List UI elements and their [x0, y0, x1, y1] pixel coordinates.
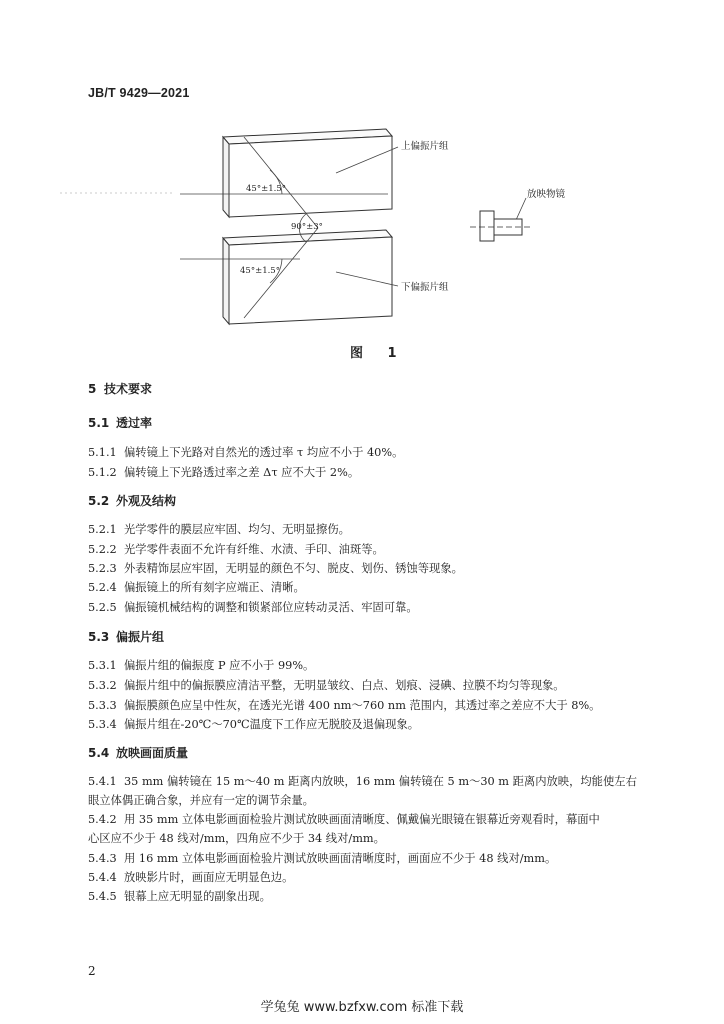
- clause-5-4-4: [88, 868, 293, 887]
- clause-number: 5.4.3: [88, 852, 117, 865]
- clause-text: 35 mm 偏转镜在 15 m～40 m 距离内放映，16 mm 偏转镜在 5 m～30 m 距离内放映，均能使左右: [124, 775, 637, 788]
- angle-label-upper: 45°±1.5°: [246, 184, 286, 194]
- figure-1-diagram: [0, 0, 724, 360]
- clause-number: 5.4.4: [88, 871, 117, 884]
- clause-text: 用 16 mm 立体电影画面检验片测试放映画面清晰度时，画面应不少于 48 线对/mm。: [124, 852, 557, 865]
- clause-text: 光学零件的膜层应牢固、均匀、无明显擦伤。: [124, 523, 350, 536]
- lens-label-leader: [516, 198, 526, 220]
- upper-polarizer-label: 上偏振片组: [401, 141, 449, 152]
- clause-text: 外表精饰层应牢固，无明显的颜色不匀、脱皮、划伤、锈蚀等现象。: [124, 562, 463, 575]
- section-number: 5: [88, 382, 97, 396]
- clause-5-2-5: [88, 598, 418, 617]
- clause-text: 偏振片组的偏振度 P 应不小于 99%。: [124, 659, 315, 672]
- clause-5-2-1: [88, 520, 350, 539]
- clause-5-4-2-continued: 心区应不少于 48 线对/mm，四角应不少于 34 线对/mm。: [88, 832, 385, 845]
- projection-lens-label: 放映物镜: [527, 189, 566, 200]
- clause-text: 偏振镜上的所有刻字应端正、清晰。: [124, 581, 305, 594]
- clause-5-3-2: [88, 676, 565, 695]
- clause-text: 偏振片组在-20℃～70℃温度下工作应无脱胶及退偏现象。: [124, 718, 420, 731]
- clause-number: 5.3.2: [88, 679, 117, 692]
- upper-plate-side: [223, 137, 229, 217]
- clause-5-2-2: [88, 540, 384, 559]
- lower-plate-side: [223, 238, 229, 324]
- clause-5-4-3: [88, 849, 556, 868]
- clause-text: 光学零件表面不允许有纤维、水渍、手印、油斑等。: [124, 543, 384, 556]
- clause-number: 5.2.2: [88, 543, 117, 556]
- clause-text: 偏振镜机械结构的调整和锁紧部位应转动灵活、牢固可靠。: [124, 601, 418, 614]
- clause-number: 5.2.4: [88, 581, 117, 594]
- figure-caption: 图 1: [350, 346, 407, 361]
- clause-5-3-4: [88, 715, 419, 734]
- clause-number: 5.3.1: [88, 659, 117, 672]
- clause-text: 偏振膜颜色应呈中性灰，在透光光谱 400 nm～760 nm 范围内，其透过率之差应不大于 8%。: [124, 699, 601, 712]
- clause-number: 5.3.3: [88, 699, 117, 712]
- section-title: 放映画面质量: [116, 746, 189, 760]
- clause-5-1-1: [88, 443, 403, 462]
- clause-5-4-5: [88, 887, 271, 906]
- section-title: 偏振片组: [116, 630, 165, 644]
- clause-5-4-1-continued: 眼立体偶正确合象，并应有一定的调节余量。: [88, 794, 314, 807]
- section-5-1-heading: [88, 414, 152, 431]
- section-5-3-heading: [88, 628, 164, 645]
- lower-plate-front: [229, 237, 392, 324]
- projection-lens-icon: [470, 211, 532, 241]
- clause-5-2-4: [88, 578, 305, 597]
- clause-5-3-3: [88, 696, 600, 715]
- clause-number: 5.4.5: [88, 890, 117, 903]
- clause-number: 5.1.2: [88, 466, 117, 479]
- clause-5-2-3: [88, 559, 463, 578]
- section-5-heading: [88, 380, 152, 397]
- lower-polarizer-label: 下偏振片组: [401, 282, 449, 293]
- section-5-2-heading: [88, 492, 176, 509]
- clause-text: 偏转镜上下光路透过率之差 Δτ 应不大于 2%。: [124, 466, 360, 479]
- section-title: 透过率: [116, 416, 153, 430]
- clause-5-4-2: [88, 810, 600, 829]
- angle-label-lower: 45°±1.5°: [240, 266, 280, 276]
- section-title: 技术要求: [104, 382, 153, 396]
- clause-text: 偏转镜上下光路对自然光的透过率 τ 均应不小于 40%。: [124, 446, 404, 459]
- clause-number: 5.4.1: [88, 775, 117, 788]
- section-number: 5.3: [88, 630, 110, 644]
- clause-text: 用 35 mm 立体电影画面检验片测试放映画面清晰度、佩戴偏光眼镜在银幕近旁观看时，幕面中: [124, 813, 600, 826]
- clause-number: 5.2.5: [88, 601, 117, 614]
- clause-text: 偏振片组中的偏振膜应清洁平整，无明显皱纹、白点、划痕、浸碘、拉膜不均匀等现象。: [124, 679, 565, 692]
- footer-watermark: 学兔兔 www.bzfxw.com 标准下载: [260, 1000, 464, 1015]
- page-number: 2: [88, 964, 96, 978]
- clause-number: 5.2.3: [88, 562, 117, 575]
- clause-5-1-2: [88, 463, 359, 482]
- clause-5-3-1: [88, 656, 314, 675]
- section-5-4-heading: [88, 744, 188, 761]
- document-id: JB/T 9429—2021: [88, 86, 190, 100]
- clause-text: 放映影片时，画面应无明显色边。: [124, 871, 294, 884]
- clause-text: 银幕上应无明显的副象出现。: [124, 890, 271, 903]
- clause-number: 5.2.1: [88, 523, 117, 536]
- clause-number: 5.3.4: [88, 718, 117, 731]
- section-number: 5.1: [88, 416, 110, 430]
- section-title: 外观及结构: [116, 494, 177, 508]
- section-number: 5.2: [88, 494, 110, 508]
- clause-number: 5.1.1: [88, 446, 117, 459]
- section-number: 5.4: [88, 746, 110, 760]
- clause-number: 5.4.2: [88, 813, 117, 826]
- clause-5-4-1: [88, 772, 637, 791]
- angle-label-mid: 90°±3°: [291, 222, 323, 232]
